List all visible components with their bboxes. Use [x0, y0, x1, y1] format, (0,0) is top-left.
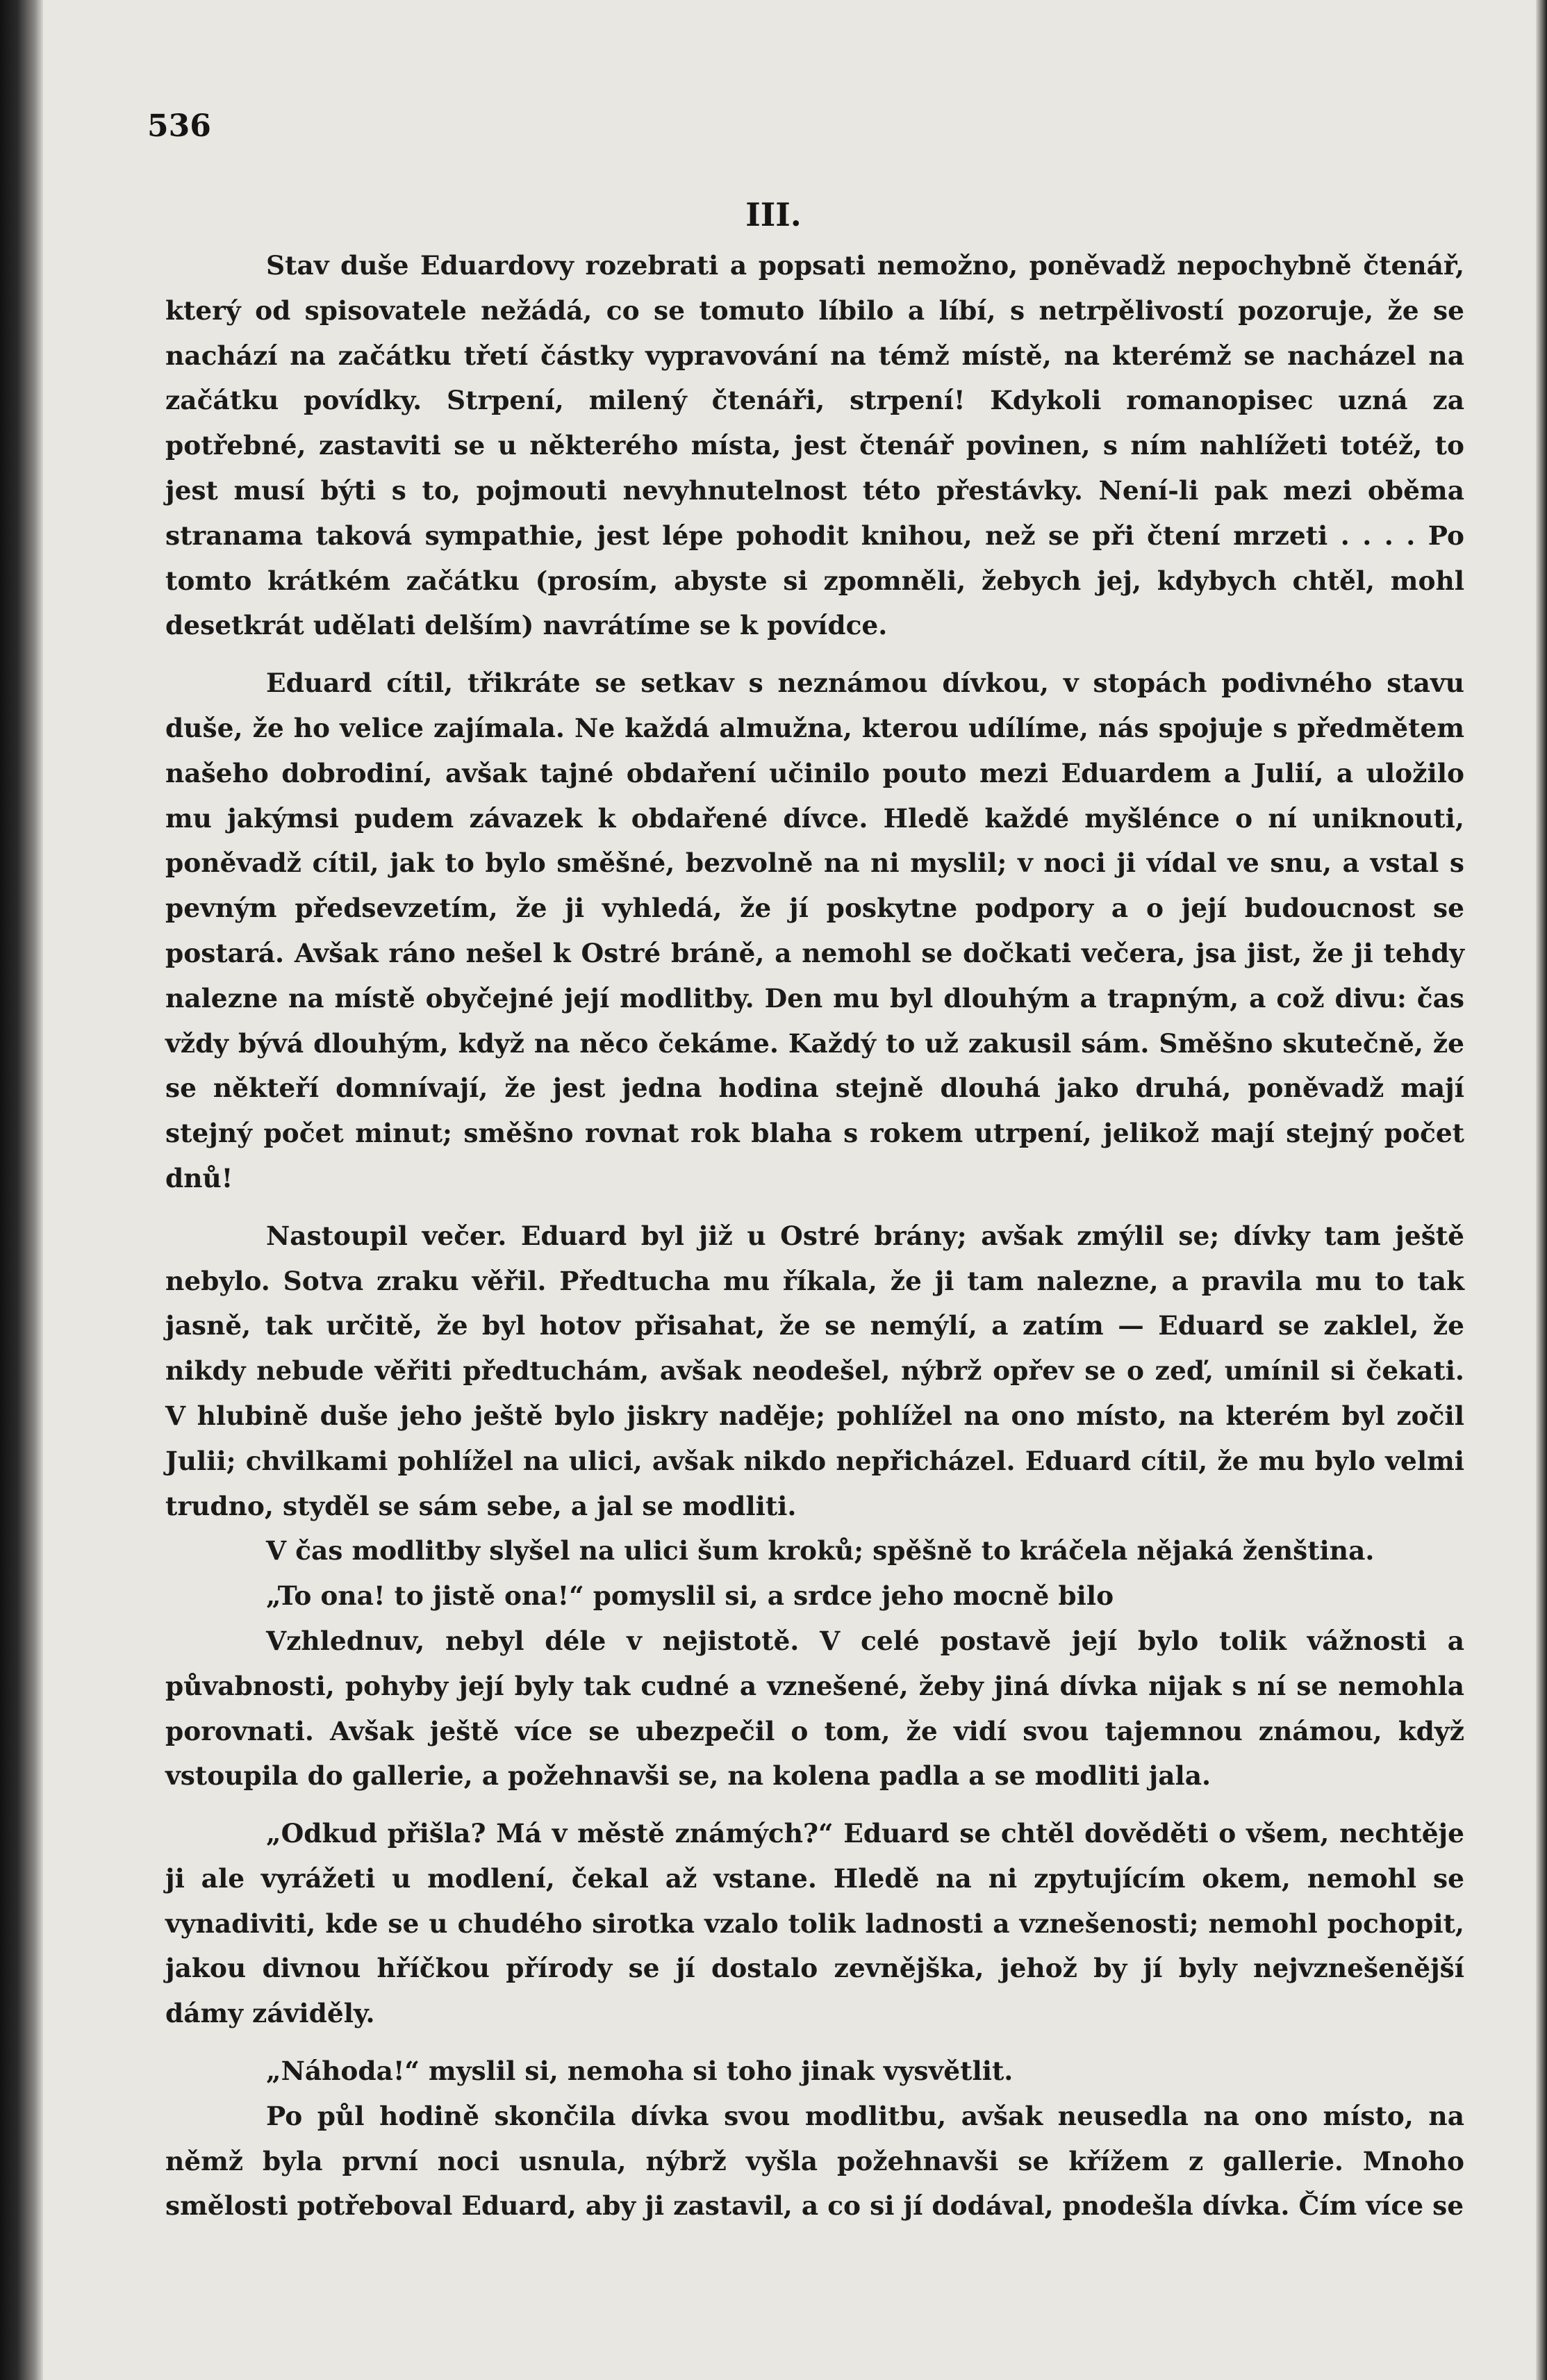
paragraph-2: Eduard cítil, třikráte se setkav s neznámou dívkou, v stopách podivného stavu duše, že ho velice zajímala. Ne každá almužna, kterou udílíme, nás spojuje s předmětem našeho dobrodiní, avšak tajné obdaření učinilo pouto mezi Eduardem a Julií, a uložilo mu jakýmsi pudem závazek k obdařené dívce. Hledě každé myšlénce o ní uniknouti, poněvadž cítil, jak to bylo směšné, bezvolně na ni myslil; v noci ji vídal ve snu, a vstal s pevným předsevzetím, že ji vyhledá, že jí poskytne podpory a o její budoucnost se postará. Avšak ráno nešel k Ostré bráně, a nemohl se dočkati večera, jsa jist, že ji tehdy nalezne na místě obyčejné její modlitby. Den mu byl dlouhým a trapným, a což divu: čas vždy bývá dlouhým, když na něco čekáme. Každý to už zakusil sám. Směšno skutečně, že se někteří domnívají, že jest jedna hodina stejně dlouhá jako druhá, poněvadž mají stejný počet minut; směšno rovnat rok blaha s rokem utrpení, jelikož mají stejný počet dnů!	[165, 668, 1464, 1193]
paragraph-7: „Odkud přišla? Má v městě známých?“ Eduard se chtěl dověděti o všem, nechtěje ji ale vyrážeti u modlení, čekal až vstane. Hledě na ni zpytujícím okem, nemohl se vynadiviti, kde se u chudého sirotka vzalo tolik ladnosti a vznešenosti; nemohl pochopit, jakou divnou hříčkou přírody se jí dostalo zevnějška, jehož by jí byly nejvznešenější dámy záviděly.	[165, 1818, 1464, 2029]
paragraph-8: „Náhoda!“ myslil si, nemoha si toho jinak vysvětlit.	[266, 2056, 1014, 2087]
paragraph-6: Vzhlednuv, nebyl déle v nejistotě. V celé postavě její bylo tolik vážnosti a půvabnosti, pohyby její byly tak cudné a vznešené, žeby jiná dívka nijak s ní se nemohla porovnati. Avšak ještě více se ubezpečil o tom, že vidí svou tajemnou známou, když vstoupila do gallerie, a požehnavši se, na kolena padla a se modliti jala.	[165, 1625, 1464, 1792]
scan-edge-left	[0, 0, 43, 2380]
paragraph-3: Nastoupil večer. Eduard byl již u Ostré brány; avšak zmýlil se; dívky tam ještě nebylo. Sotva zraku věřil. Předtucha mu říkala, že ji tam nalezne, a pravila mu to tak jasně, tak určitě, že byl hotov přisahat, že se nemýlí, a zatím — Eduard se zaklel, že nikdy nebude věřiti předtuchám, avšak neodešel, nýbrž opřev se o zeď, umínil si čekati. V hlubině duše jeho ještě bylo jiskry naděje; pohlížel na ono místo, na kterém byl zočil Julii; chvilkami pohlížel na ulici, avšak nikdo nepřicházel. Eduard cítil, že mu bylo velmi trudno, styděl se sám sebe, a jal se modliti.	[165, 1220, 1464, 1521]
paragraph-5: „To ona! to jistě ona!“ pomyslil si, a srdce jeho mocně bilo	[266, 1580, 1114, 1612]
paragraph-9: Po půl hodině skončila dívka svou modlitbu, avšak neusedla na ono místo, na němž byla první noci usnula, nýbrž vyšla požehnavši se křížem z gallerie. Mnoho smělosti potřeboval Eduard, aby ji zastavil, a co si jí dodával, pnodešla dívka. Čím více se	[165, 2100, 1464, 2222]
body-text	[165, 243, 1464, 2229]
scan-edge-right	[1536, 0, 1547, 2380]
page-number: 536	[147, 108, 211, 144]
chapter-heading: III.	[745, 196, 802, 233]
paragraph-1: Stav duše Eduardovy rozebrati a popsati nemožno, poněvadž nepochybně čtenář, který od spisovatele nežádá, co se tomuto líbilo a líbí, s netrpělivostí pozoruje, že se nachází na začátku třetí částky vypravování na témž místě, na kterémž se nacházel na začátku povídky. Strpení, milený čtenáři, strpení! Kdykoli romanopisec uzná za potřebné, zastaviti se u některého místa, jest čtenář povinen, s ním nahlížeti totéž, to jest musí býti s to, pojmouti nevyhnutelnost této přestávky. Není-li pak mezi oběma stranama taková sympathie, jest lépe pohodit knihou, než se při čtení mrzeti . . . . Po tomto krátkém začátku (prosím, abyste si zpomněli, žebych jej, kdybych chtěl, mohl desetkrát udělati delším) navrátíme se k povídce.	[165, 250, 1464, 641]
paragraph-4: V čas modlitby slyšel na ulici šum kroků; spěšně to kráčela nějaká ženština.	[266, 1535, 1375, 1567]
